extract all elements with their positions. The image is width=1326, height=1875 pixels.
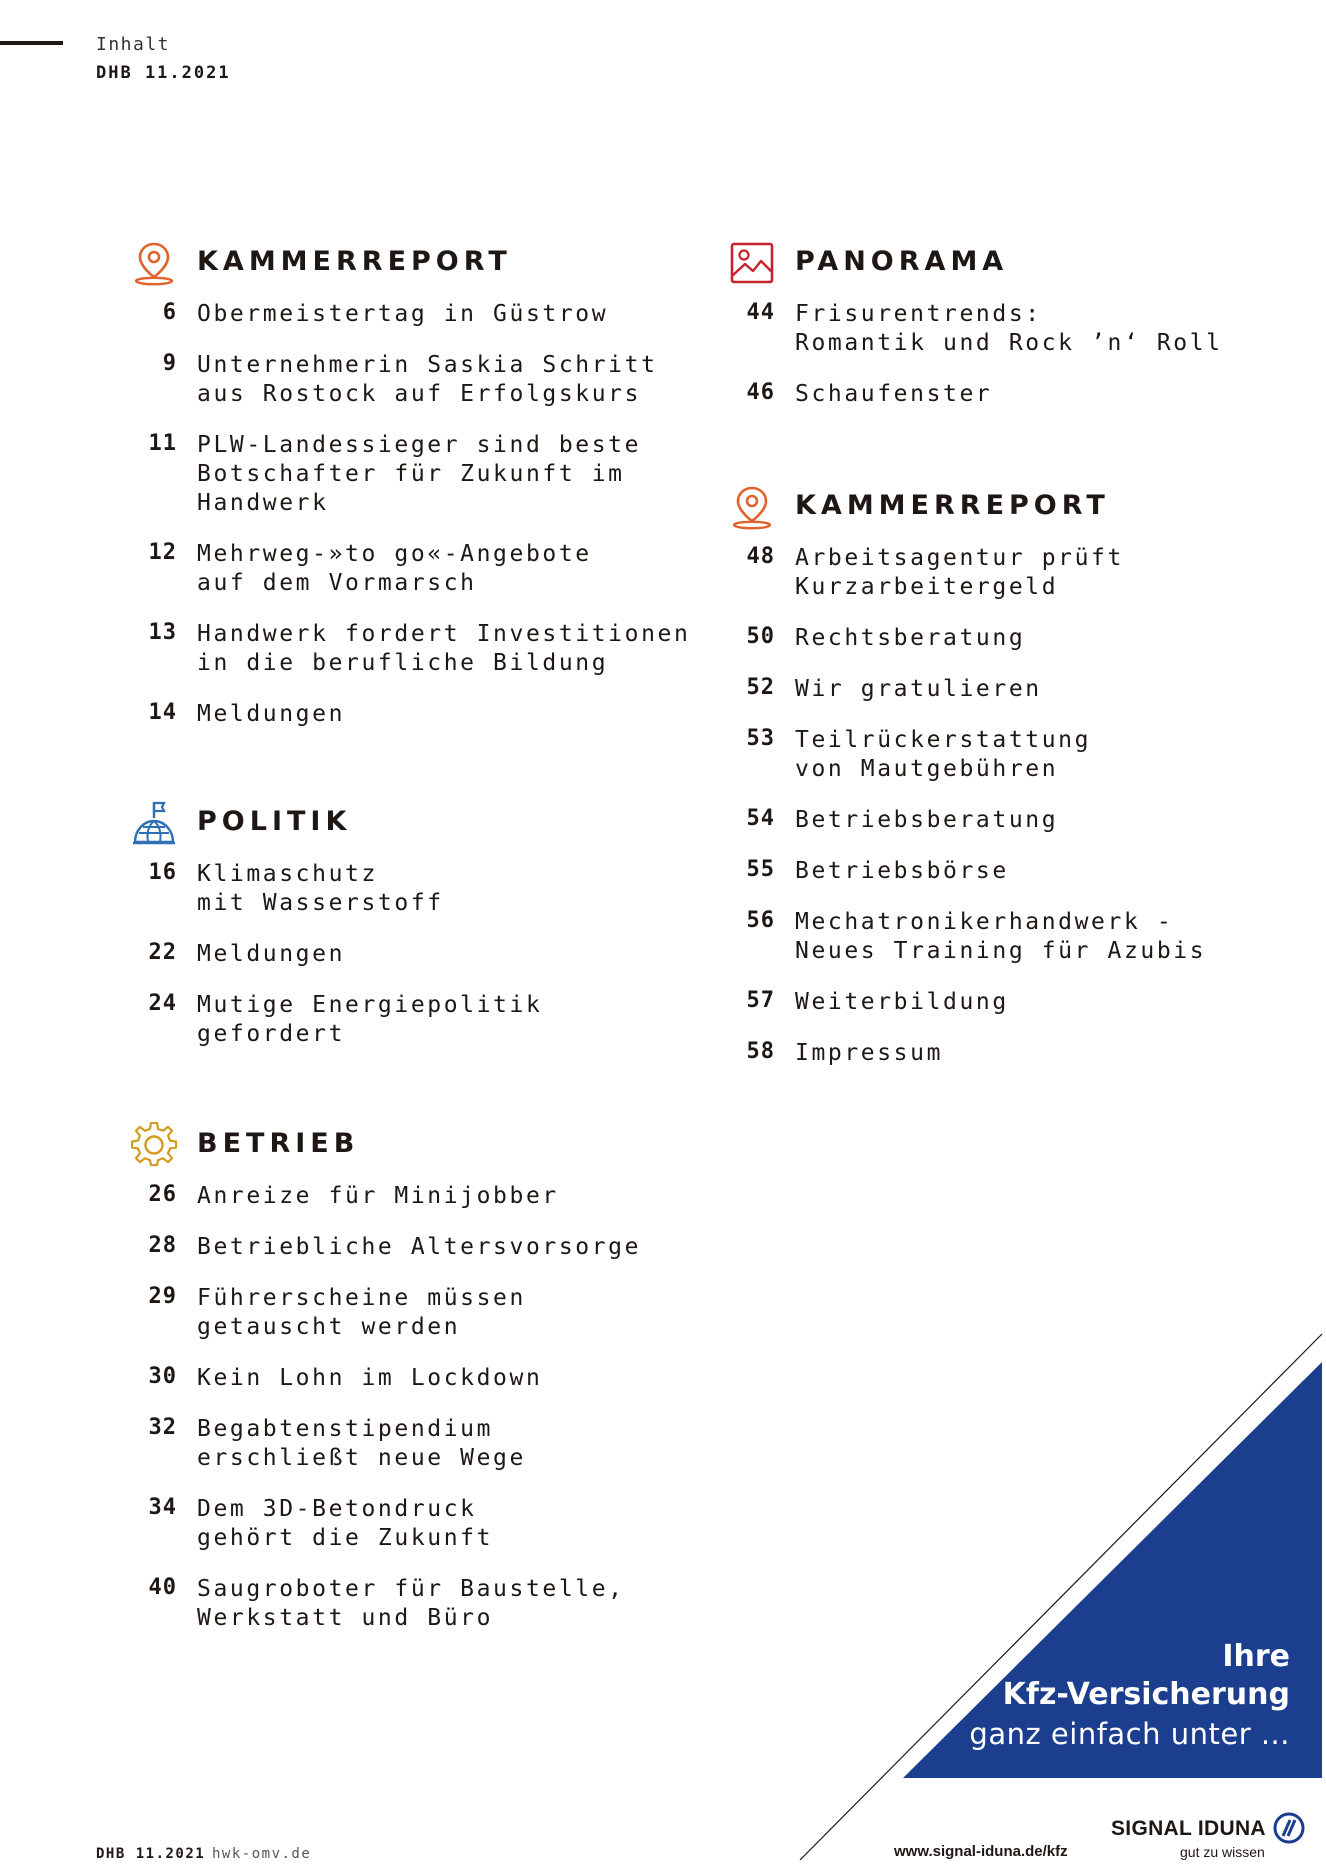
entry-title: Teilrückerstattung von Mautgebühren [795,727,1092,782]
entry-title: Dem 3D-Betondruck gehört die Zukunft [197,1496,494,1551]
page-number: 53 [746,726,775,751]
entry-title: Klimaschutz mit Wasserstoff [197,861,444,916]
ad-url-link[interactable]: www.signal-iduna.de/kfz [894,1843,1068,1860]
entry-title: Kein Lohn im Lockdown [197,1365,543,1391]
ad-line-3: ganz einfach unter ... [969,1717,1290,1751]
page-number: 34 [148,1495,177,1520]
brand-logo-text: SIGNAL IDUNA [1111,1817,1266,1840]
entry-title: Arbeitsagentur prüft Kurzarbeitergeld [795,545,1124,600]
entry-title: Handwerk fordert Investitionen in die berufliche Bildung [197,621,691,676]
issue-label: DHB 11.2021 [96,63,231,83]
entry-title: Weiterbildung [795,989,1009,1015]
entry-title: PLW-Landessieger sind beste Botschafter für Zukunft im Handwerk [197,432,642,516]
entry-title: Saugroboter für Baustelle, Werkstatt und Büro [197,1576,625,1631]
page-number: 58 [746,1039,775,1064]
page-number: 28 [148,1233,177,1258]
page-number: 50 [746,624,775,649]
page-number: 54 [746,806,775,831]
page-number: 16 [148,860,177,885]
page-number: 22 [148,940,177,965]
entry-title: Wir gratulieren [795,676,1042,702]
page-number: 14 [148,700,177,725]
entry-title: Mehrweg-»to go«-Angebote auf dem Vormarsch [197,541,592,596]
entry-title: Mechatronikerhandwerk - Neues Training für Azubis [795,909,1207,964]
entry-title: Führerscheine müssen getauscht werden [197,1285,526,1340]
ad-line-1: Ihre [1222,1639,1290,1674]
section-title: KAMMERREPORT [197,246,512,277]
entry-title: Betriebliche Altersvorsorge [197,1234,642,1260]
page-number: 52 [746,675,775,700]
entry-title: Begabtenstipendium erschließt neue Wege [197,1416,526,1471]
entry-title: Mutige Energiepolitik gefordert [197,992,543,1047]
entry-title: Meldungen [197,701,346,727]
entry-title: Frisurentrends: Romantik und Rock ’n‘ Roll [795,301,1223,356]
entry-title: Obermeistertag in Güstrow [197,301,609,327]
page-number: 9 [162,351,177,376]
entry-title: Meldungen [197,941,346,967]
page-number: 26 [148,1182,177,1207]
entry-title: Betriebsberatung [795,807,1059,833]
page-number: 40 [148,1575,177,1600]
page-number: 12 [148,540,177,565]
page-number: 11 [148,431,177,456]
footer-website[interactable]: hwk-omv.de [212,1846,312,1862]
section-title: POLITIK [197,806,352,837]
page-number: 55 [746,857,775,882]
page-number: 24 [148,991,177,1016]
section-title: PANORAMA [795,246,1009,277]
page-number: 44 [746,300,775,325]
section-title: KAMMERREPORT [795,490,1110,521]
page-number: 46 [746,380,775,405]
entry-title: Unternehmerin Saskia Schritt aus Rostock auf Erfolgskurs [197,352,658,407]
entry-title: Anreize für Minijobber [197,1183,559,1209]
ad-text[interactable] [969,1638,1290,1754]
page-number: 6 [162,300,177,325]
page-number: 30 [148,1364,177,1389]
entry-title: Betriebsbörse [795,858,1009,884]
section-title: BETRIEB [197,1128,360,1159]
signal-iduna-logo-icon [1273,1812,1305,1844]
footer-issue: DHB 11.2021 [96,1846,206,1862]
brand-tagline: gut zu wissen [1180,1844,1265,1860]
page-number: 56 [746,908,775,933]
ad-line-2: Kfz-Versicherung [1002,1677,1290,1712]
section-label: Inhalt [96,34,171,55]
entry-title: Impressum [795,1040,944,1066]
page-number: 57 [746,988,775,1013]
page-number: 29 [148,1284,177,1309]
page-number: 48 [746,544,775,569]
entry-title: Schaufenster [795,381,993,407]
page-number: 13 [148,620,177,645]
entry-title: Rechtsberatung [795,625,1026,651]
page-number: 32 [148,1415,177,1440]
